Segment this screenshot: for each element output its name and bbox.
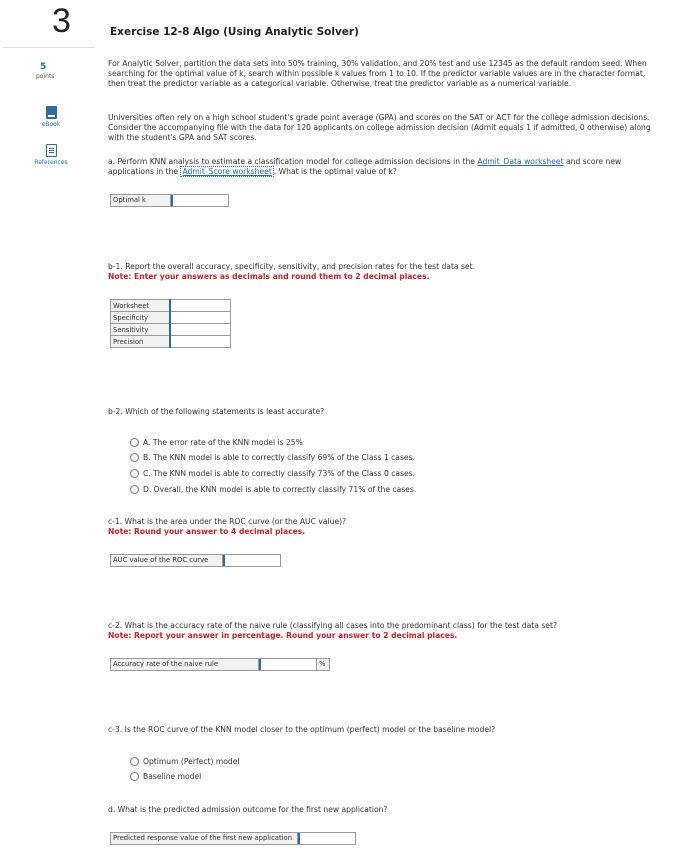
- option-d[interactable]: [130, 485, 416, 494]
- points-value: 5: [40, 62, 47, 72]
- references-label: References: [34, 159, 68, 166]
- points-label: points: [36, 73, 55, 80]
- row-label: Worksheet: [111, 300, 171, 312]
- part-d-question: d. What is the predicted admission outcome for the first new application?: [108, 805, 388, 814]
- optimal-k-input[interactable]: [171, 195, 228, 206]
- part-b2-question: b-2. Which of the following statements is least accurate?: [108, 407, 325, 416]
- admit-data-link[interactable]: Admit_Data worksheet: [477, 157, 564, 166]
- part-c2-note: Note: Report your answer in percentage. Round your answer to 2 decimal places.: [108, 631, 458, 640]
- part-c3-question: c-3. Is the ROC curve of the KNN model closer to the optimum (perfect) model or the baseline model?: [108, 725, 496, 734]
- document-icon: [46, 144, 57, 157]
- option-label: C. The KNN model is able to correctly classify 73% of the Class 0 cases.: [143, 469, 416, 478]
- option-baseline[interactable]: [130, 772, 201, 781]
- part-a-text-end: . What is the optimal value of k?: [273, 167, 397, 176]
- option-label: Baseline model: [143, 772, 202, 781]
- radio-icon[interactable]: [130, 453, 139, 462]
- sensitivity-input[interactable]: [170, 324, 231, 336]
- part-c1-text: c-1. What is the area under the ROC curve (or the AUC value)?: [108, 517, 347, 526]
- option-label: A. The error rate of the KNN model is 25%: [143, 438, 303, 447]
- part-c1-note: Note: Round your answer to 4 decimal places.: [108, 527, 306, 536]
- book-icon: [46, 106, 57, 119]
- naive-rule-input[interactable]: [259, 659, 316, 670]
- option-c[interactable]: [130, 469, 415, 478]
- option-optimum[interactable]: [130, 757, 240, 766]
- part-c2-text: c-2. What is the accuracy rate of the naive rule (classifying all cases into the predominant class) for the test data set?: [108, 621, 557, 630]
- part-a-question: [108, 157, 658, 177]
- naive-rule-label: Accuracy rate of the naive rule: [111, 659, 259, 670]
- auc-field: [110, 554, 281, 567]
- option-b[interactable]: [130, 453, 415, 462]
- radio-icon[interactable]: [130, 772, 139, 781]
- precision-input[interactable]: [170, 336, 231, 348]
- divider: [3, 47, 95, 48]
- row-label: Specificity: [111, 312, 171, 324]
- accuracy-input[interactable]: [170, 300, 231, 312]
- predicted-response-label: Predicted response value of the first new application: [111, 833, 298, 844]
- table-row: [111, 324, 231, 336]
- references-button[interactable]: [26, 144, 76, 166]
- table-row: [111, 312, 231, 324]
- predicted-response-field: [110, 832, 356, 845]
- table-row: [111, 300, 231, 312]
- naive-rule-field: [110, 658, 330, 671]
- part-c2-question: [108, 621, 658, 641]
- option-label: B. The KNN model is able to correctly classify 69% of the Class 1 cases.: [143, 453, 415, 462]
- rates-table: [110, 299, 231, 348]
- row-label: Precision: [111, 336, 171, 348]
- scenario-text: Universities often rely on a high school student's grade point average (GPA) and scores on the SAT or ACT for the college admission decisions. Consider the accompanying file with the data for 120 applicants on college admission decision (Admit equals 1 if admitted, 0 otherwise) along with the student's GPA and SAT scores.: [108, 113, 651, 142]
- ebook-label: eBook: [41, 121, 61, 128]
- specificity-input[interactable]: [170, 312, 231, 324]
- part-b1-question: [108, 262, 658, 282]
- optimal-k-label: Optimal k: [111, 195, 171, 206]
- ebook-button[interactable]: [26, 106, 76, 128]
- auc-label: AUC value of the ROC curve: [111, 555, 223, 566]
- radio-icon[interactable]: [130, 757, 139, 766]
- exercise-title: Exercise 12-8 Algo (Using Analytic Solver): [110, 26, 359, 38]
- admit-score-link[interactable]: Admit_Score worksheet: [182, 167, 272, 176]
- part-b1-text: b-1. Report the overall accuracy, specificity, sensitivity, and precision rates for the test data set.: [108, 262, 476, 271]
- part-c1-question: [108, 517, 658, 537]
- part-b1-note: Note: Enter your answers as decimals and round them to 2 decimal places.: [108, 272, 430, 281]
- option-label: D. Overall, the KNN model is able to correctly classify 71% of the cases.: [143, 485, 417, 494]
- option-label: Optimum (Perfect) model: [143, 757, 240, 766]
- part-a-text-mid: and score new applications in the: [108, 157, 622, 176]
- option-a[interactable]: [130, 438, 303, 447]
- optimal-k-field: [110, 194, 229, 207]
- row-label: Sensitivity: [111, 324, 171, 336]
- auc-input[interactable]: [223, 555, 280, 566]
- instructions-text: For Analytic Solver, partition the data sets into 50% training, 30% validation, and 20% test and use 12345 as the default random seed. When searching for the optimal value of k, search within possible k values from 1 to 10. If the predictor variable values are in the character format, then treat the predictor variable as a categorical variable. Otherwise, treat the predictor variable as a numerical variable.: [108, 59, 647, 88]
- part-a-text: a. Perform KNN analysis to estimate a classification model for college admission decisions in the: [108, 157, 478, 166]
- predicted-response-input[interactable]: [298, 833, 355, 844]
- question-number: 3: [52, 2, 71, 40]
- table-row: [111, 336, 231, 348]
- percent-unit: %: [316, 659, 329, 670]
- radio-icon[interactable]: [130, 485, 139, 494]
- radio-icon[interactable]: [130, 438, 139, 447]
- radio-icon[interactable]: [130, 469, 139, 478]
